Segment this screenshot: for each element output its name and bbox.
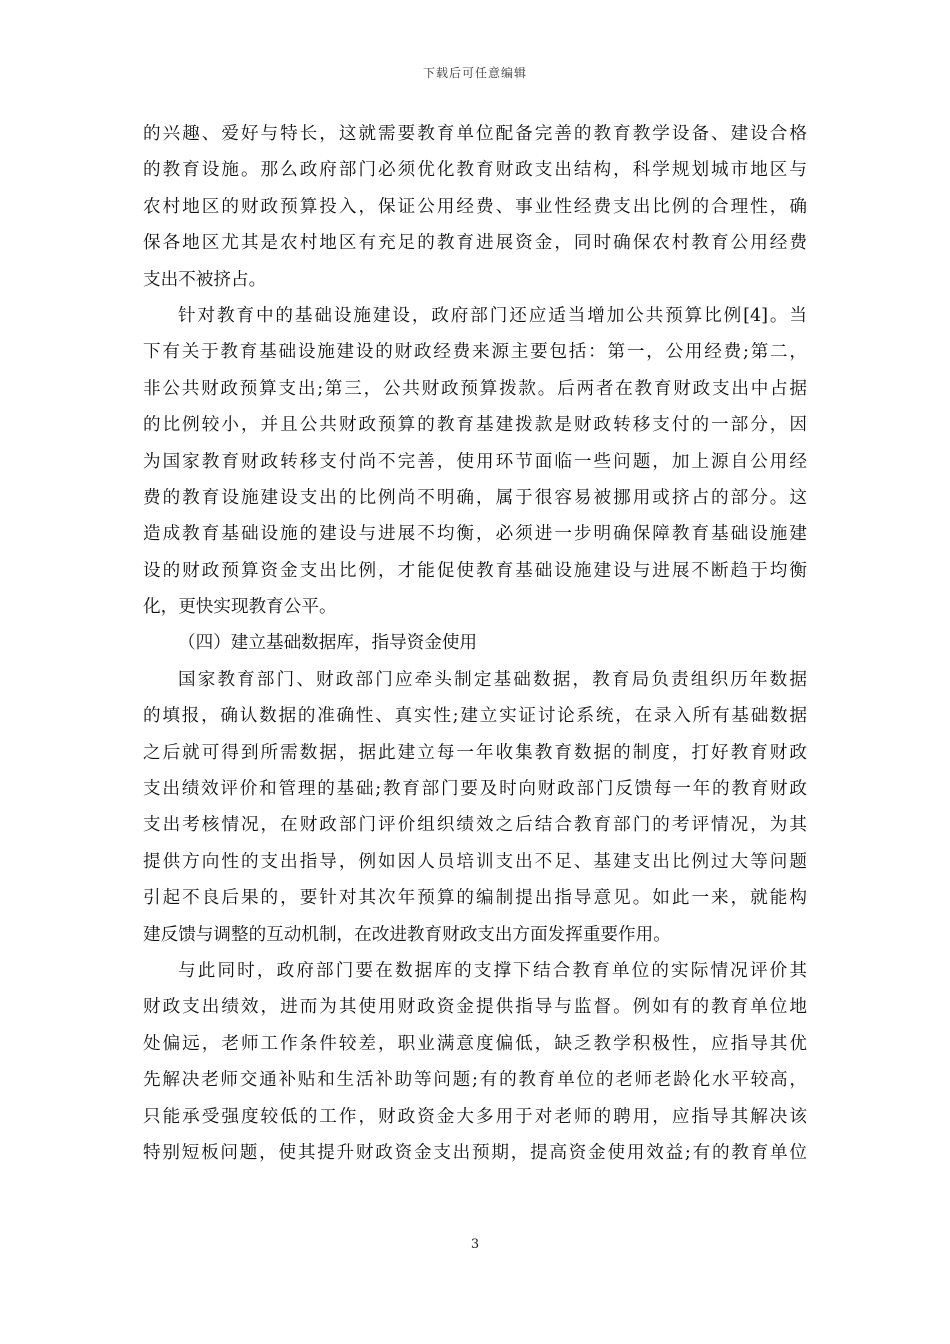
text-line: （四）建立基础数据库，指导资金使用 bbox=[178, 633, 478, 654]
text-line: 之后就可得到所需数据，据此建立每一年收集教育数据的制度，打好教育财政 bbox=[143, 742, 807, 763]
text-line: 的教育设施。那么政府部门必须优化教育财政支出结构，科学规划城市地区与 bbox=[143, 160, 807, 181]
text-line: 设的财政预算资金支出比例，才能促使教育基础设施建设与进展不断趋于均衡 bbox=[143, 560, 807, 581]
text-line: 化，更快实现教育公平。 bbox=[143, 597, 337, 618]
text-line: 保各地区尤其是农村地区有充足的教育进展资金，同时确保农村教育公用经费 bbox=[143, 233, 807, 254]
text-line: 提供方向性的支出指导，例如因人员培训支出不足、基建支出比例过大等问题 bbox=[143, 851, 807, 872]
text-line: 的填报，确认数据的准确性、真实性;建立实证讨论系统，在录入所有基础数据 bbox=[143, 706, 807, 727]
page-number: 3 bbox=[470, 1237, 480, 1252]
text-line: 支出绩效评价和管理的基础;教育部门要及时向财政部门反馈每一年的教育财政 bbox=[143, 779, 807, 800]
text-line: 费的教育设施建设支出的比例尚不明确，属于很容易被挪用或挤占的部分。这 bbox=[143, 487, 807, 508]
text-line: 引起不良后果的，要针对其次年预算的编制提出指导意见。如此一来，就能构 bbox=[143, 888, 807, 909]
text-line: 农村地区的财政预算投入，保证公用经费、事业性经费支出比例的合理性，确 bbox=[143, 196, 807, 217]
document-body bbox=[143, 116, 807, 1171]
text-line: 财政支出绩效，进而为其使用财政资金提供指导与监督。例如有的教育单位地 bbox=[143, 997, 807, 1018]
text-line: 建反馈与调整的互动机制，在改进教育财政支出方面发挥重要作用。 bbox=[143, 924, 671, 945]
text-line: 下有关于教育基础设施建设的财政经费来源主要包括：第一，公用经费;第二， bbox=[143, 342, 807, 363]
text-line: 处偏远，老师工作条件较差，职业满意度偏低，缺乏教学积极性，应指导其优 bbox=[143, 1033, 807, 1054]
text-line: 的比例较小，并且公共财政预算的教育基建拨款是财政转移支付的一部分，因 bbox=[143, 415, 807, 436]
text-line: 先解决老师交通补贴和生活补助等问题;有的教育单位的老师老龄化水平较高， bbox=[143, 1070, 807, 1091]
text-line: 只能承受强度较低的工作，财政资金大多用于对老师的聘用，应指导其解决该 bbox=[143, 1106, 807, 1127]
text-line: 支出考核情况，在财政部门评价组织绩效之后结合教育部门的考评情况，为其 bbox=[143, 815, 807, 836]
text-line: 的兴趣、爱好与特长，这就需要教育单位配备完善的教育教学设备、建设合格 bbox=[143, 124, 807, 144]
text-line: 造成教育基础设施的建设与进展不均衡，必须进一步明确保障教育基础设施建 bbox=[143, 524, 807, 545]
text-line: 特别短板问题，使其提升财政资金支出预期，提高资金使用效益;有的教育单位 bbox=[143, 1142, 807, 1163]
text-line: 非公共财政预算支出;第三，公共财政预算拨款。后两者在教育财政支出中占据 bbox=[143, 378, 807, 399]
page-header: 下载后可任意编辑 bbox=[422, 66, 527, 80]
text-line: 国家教育部门、财政部门应牵头制定基础数据，教育局负责组织历年数据 bbox=[178, 669, 807, 690]
text-line: 与此同时，政府部门要在数据库的支撑下结合教育单位的实际情况评价其 bbox=[178, 960, 807, 981]
text-line: 针对教育中的基础设施建设，政府部门还应适当增加公共预算比例[4]。当 bbox=[178, 305, 807, 326]
text-line: 支出不被挤占。 bbox=[143, 269, 267, 290]
text-line: 为国家教育财政转移支付尚不完善，使用环节面临一些问题，加上源自公用经 bbox=[143, 451, 807, 472]
